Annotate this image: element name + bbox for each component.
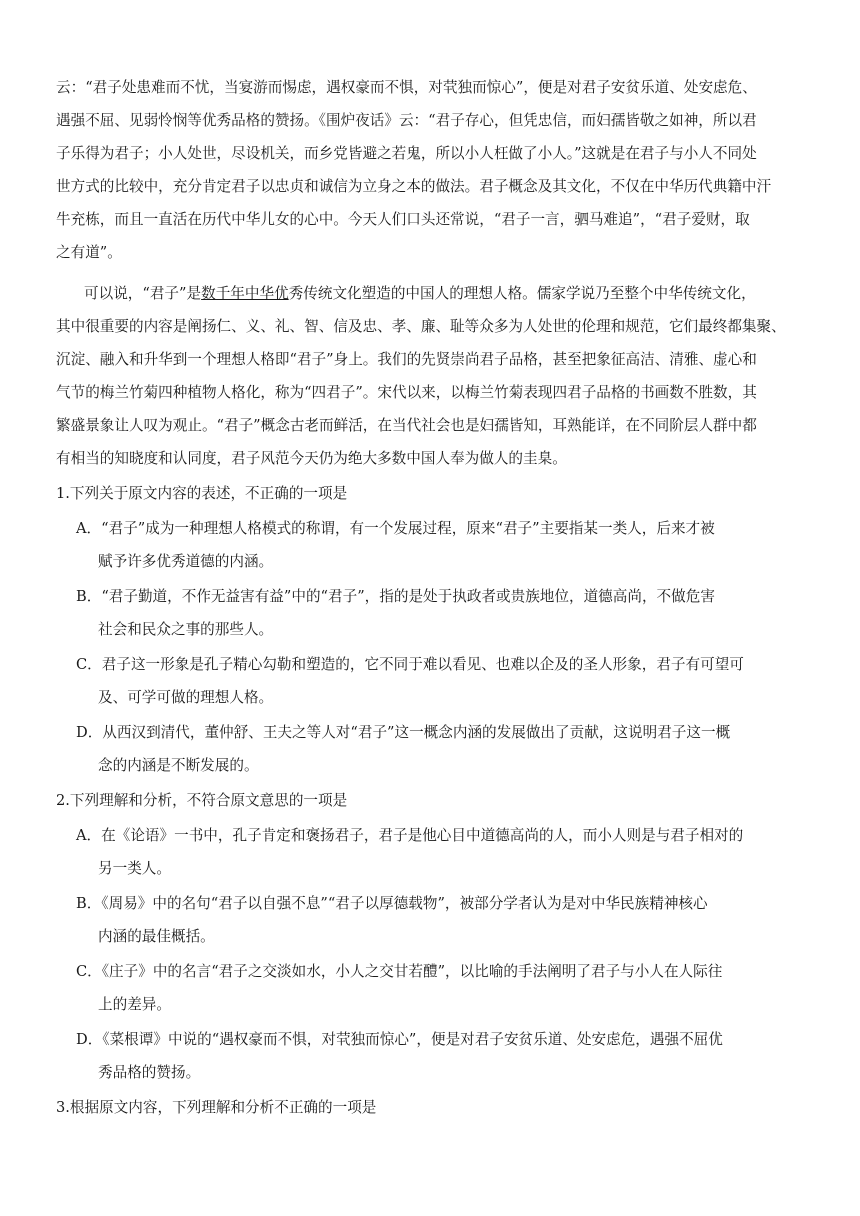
- option-c: C．《庄子》中的名言“君子之交淡如水，小人之交甘若醴”，以比喻的手法阐明了君子与小人在人际往: [76, 963, 723, 980]
- underlined-text: 数千年中华优: [201, 285, 289, 302]
- option-d: D．从西汉到清代，董仲舒、王夫之等人对“君子”这一概念内涵的发展做出了贡献，这说明君子这一概: [76, 724, 731, 741]
- option-b-cont: 内涵的最佳概括。: [98, 928, 215, 945]
- passage-line: 气节的梅兰竹菊四种植物人格化，称为“四君子”。宋代以来，以梅兰竹菊表现四君子品格的书画数不胜数，其: [56, 384, 757, 401]
- option-d-cont: 秀品格的赞扬。: [98, 1064, 201, 1081]
- passage-line: 沉淀、融入和升华到一个理想人格即“君子”身上。我们的先贤崇尚君子品格，甚至把象征高洁、清雅、虚心和: [56, 351, 757, 368]
- option-b-cont: 社会和民众之事的那些人。: [98, 621, 274, 638]
- passage-line: 牛充栋，而且一直活在历代中华儿女的心中。今天人们口头还常说，“君子一言，驷马难追”，“君子爱财，取: [56, 211, 750, 228]
- passage-line: 遇强不屈、见弱怜悯等优秀品格的赞扬。《围炉夜话》云：“君子存心，但凭忠信，而妇孺皆敬之如神，所以君: [56, 112, 757, 129]
- option-b: B．“君子勤道，不作无益害有益”中的“君子”，指的是处于执政者或贵族地位，道德高尚，不做危害: [76, 588, 715, 605]
- question-stem: 1.下列关于原文内容的表述，不正确的一项是: [56, 485, 348, 502]
- passage-line: 繁盛景象让人叹为观止。“君子”概念古老而鲜活，在当代社会也是妇孺皆知，耳熟能详，在不同阶层人群中都: [56, 417, 757, 434]
- passage-line: [84, 284, 860, 304]
- question-stem: 2.下列理解和分析，不符合原文意思的一项是: [56, 792, 348, 809]
- passage-line: 云：“君子处患难而不忧，当宴游而惕虑，遇权豪而不惧，对茕独而惊心”，便是对君子安贫乐道、处安虑危、: [56, 79, 757, 96]
- option-d-cont: 念的内涵是不断发展的。: [98, 757, 259, 774]
- question-stem: 3.根据原文内容，下列理解和分析不正确的一项是: [56, 1099, 377, 1116]
- option-d: D．《菜根谭》中说的“遇权豪而不惧，对茕独而惊心”，便是对君子安贫乐道、处安虑危，遇强不屈优: [76, 1031, 723, 1048]
- option-b: B．《周易》中的名句“君子以自强不息”“君子以厚德载物”，被部分学者认为是对中华民族精神核心: [76, 895, 708, 912]
- option-c-cont: 及、可学可做的理想人格。: [98, 689, 274, 706]
- passage-text: 可以说，“君子”是: [84, 285, 202, 302]
- passage-line: 其中很重要的内容是阐扬仁、义、礼、智、信及忠、孝、廉、耻等众多为人处世的伦理和规范，它们最终都集聚、: [56, 318, 786, 335]
- option-a-cont: 另一类人。: [98, 860, 171, 877]
- option-a: A．“君子”成为一种理想人格模式的称谓，有一个发展过程，原来“君子”主要指某一类人，后来才被: [76, 520, 715, 537]
- option-c-cont: 上的差异。: [98, 996, 171, 1013]
- passage-line: 世方式的比较中，充分肯定君子以忠贞和诚信为立身之本的做法。君子概念及其文化，不仅在中华历代典籍中汗: [56, 178, 772, 195]
- option-c: C．君子这一形象是孔子精心勾勒和塑造的，它不同于难以看见、也难以企及的圣人形象，君子有可望可: [76, 656, 744, 673]
- passage-line: 子乐得为君子；小人处世，尽设机关，而乡党皆避之若鬼，所以小人枉做了小人。”这就是在君子与小人不同处: [56, 145, 757, 162]
- option-a: A．在《论语》一书中，孔子肯定和褒扬君子，君子是他心目中道德高尚的人，而小人则是与君子相对的: [76, 827, 744, 844]
- passage-line: 之有道”。: [56, 244, 122, 261]
- option-a-cont: 赋予许多优秀道德的内涵。: [98, 553, 274, 570]
- passage-line: 有相当的知晓度和认同度，君子风范今天仍为绝大多数中国人奉为做人的圭臬。: [56, 450, 567, 467]
- passage-text: 秀传统文化塑造的中国人的理想人格。儒家学说乃至整个中华传统文化，: [288, 285, 756, 302]
